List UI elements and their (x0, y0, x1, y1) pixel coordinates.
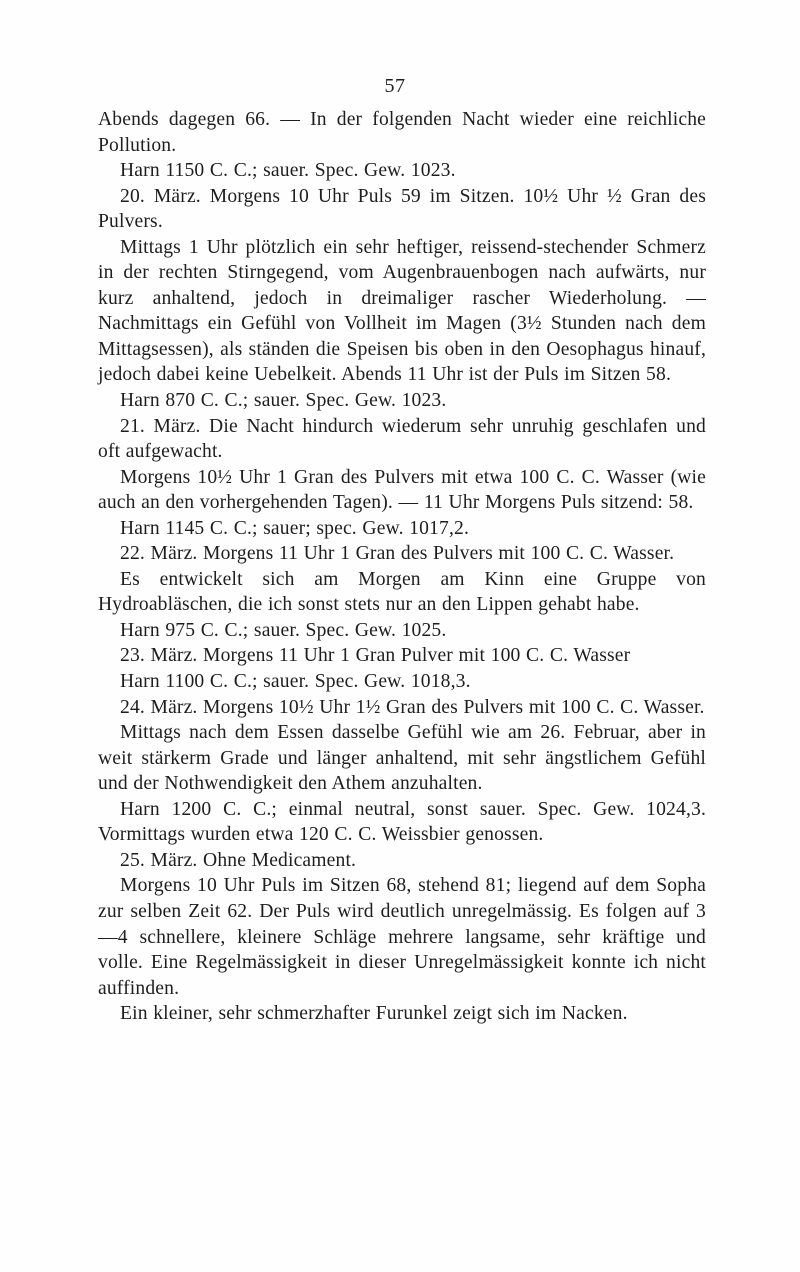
paragraph-urine-6: Harn 1200 C. C.; einmal neutral, sonst sauer. Spec. Gew. 1024,3. Vormittags wurden etwa 120 C. C. Weissbier genossen. (98, 798, 706, 846)
paragraph-headache: Mittags 1 Uhr plötzlich ein sehr heftiger, reissend-stechender Schmerz in der rechten Stirngegend, vom Augenbrauenbogen nach aufwärts, nur kurz anhaltend, jedoch in dreimaliger rascher Wiederholung. — Nachmittags ein Gefühl von Vollheit im Magen (3½ Stunden nach dem Mittagsessen), als ständen die Speisen bis oben in den Oesophagus hinauf, jedoch dabei keine Uebelkeit. Abends 11 Uhr ist der Puls im Sitzen 58. (98, 236, 706, 386)
paragraph-urine-5: Harn 1100 C. C.; sauer. Spec. Gew. 1018,3. (120, 671, 471, 693)
paragraph-urine-4: Harn 975 C. C.; sauer. Spec. Gew. 1025. (120, 619, 447, 641)
paragraph-march-22: 22. März. Morgens 11 Uhr 1 Gran des Pulvers mit 100 C. C. Wasser. (120, 543, 675, 565)
paragraph-midday-feeling: Mittags nach dem Essen dasselbe Gefühl wie am 26. Februar, aber in weit stärkerm Grade und länger anhaltend, mit sehr ängstlichem Gefühl und der Nothwendigkeit den Athem anzuhalten. (98, 722, 706, 795)
paragraph-urine-1: Harn 1150 C. C.; sauer. Spec. Gew. 1023. (120, 160, 456, 182)
page-number: 57 (384, 75, 406, 97)
paragraph-march-25: 25. März. Ohne Medicament. (120, 849, 357, 871)
paragraph-furuncle: Ein kleiner, sehr schmerzhafter Furunkel zeigt sich im Nacken. (120, 1003, 628, 1025)
paragraph-evening-pulse: Abends dagegen 66. — In der folgenden Nacht wieder eine reichliche Pollution. (98, 109, 706, 156)
paragraph-morning-dose: Morgens 10½ Uhr 1 Gran des Pulvers mit etwa 100 C. C. Wasser (wie auch an den vorhergehenden Tagen). — 11 Uhr Morgens Puls sitzend: 58. (98, 466, 706, 514)
paragraph-march-24: 24. März. Morgens 10½ Uhr 1½ Gran des Pulvers mit 100 C. C. Wasser. (120, 696, 705, 718)
paragraph-march-23: 23. März. Morgens 11 Uhr 1 Gran Pulver mit 100 C. C. Wasser (120, 645, 631, 667)
paragraph-hydroa: Es entwickelt sich am Morgen am Kinn eine Gruppe von Hydroabläschen, die ich sonst stets nur an den Lippen gehabt habe. (98, 568, 706, 616)
paragraph-urine-3: Harn 1145 C. C.; sauer; spec. Gew. 1017,2. (120, 517, 469, 539)
body-text (98, 107, 706, 1027)
paragraph-irregular-pulse: Morgens 10 Uhr Puls im Sitzen 68, stehend 81; liegend auf dem Sopha zur selben Zeit 62. Der Puls wird deutlich unregelmässig. Es folgen auf 3—4 schnellere, kleinere Schläge mehrere langsame, sehr kräftige und volle. Eine Regelmässigkeit in dieser Unregelmässigkeit konnte ich nicht auffinden. (98, 875, 706, 999)
paragraph-urine-2: Harn 870 C. C.; sauer. Spec. Gew. 1023. (120, 390, 447, 412)
paragraph-march-21: 21. März. Die Nacht hindurch wiederum sehr unruhig geschlafen und oft aufgewacht. (98, 415, 706, 463)
paragraph-march-20: 20. März. Morgens 10 Uhr Puls 59 im Sitzen. 10½ Uhr ½ Gran des Pulvers. (98, 185, 706, 233)
